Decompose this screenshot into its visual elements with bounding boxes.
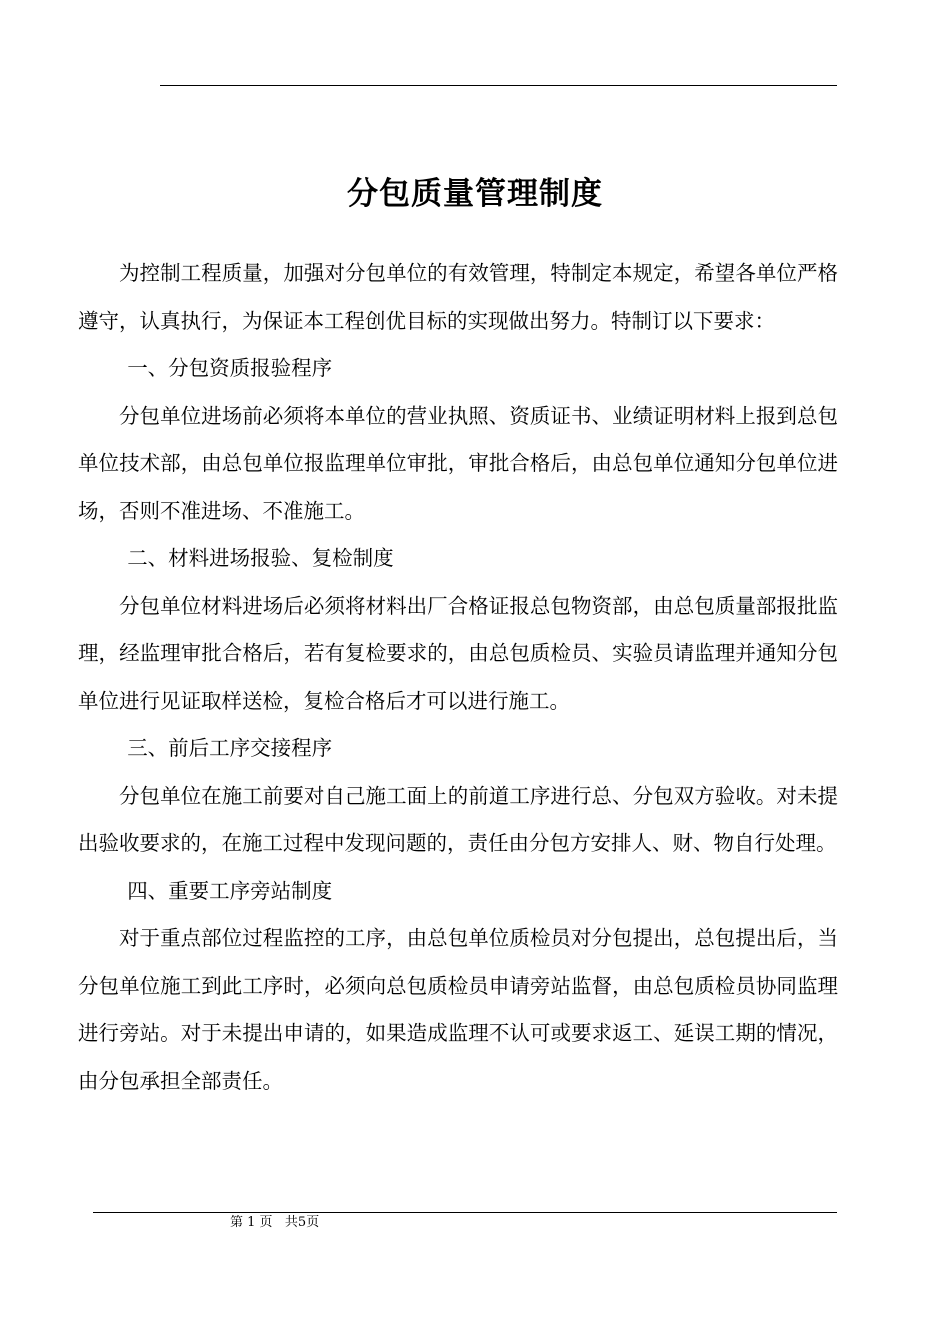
section-heading-1: 一、分包资质报验程序 xyxy=(127,356,333,380)
section-paragraph-4: 对于重点部位过程监控的工序，由总包单位质检员对分包提出，总包提出后，当分包单位施工到此工序时，必须向总包质检员申请旁站监督，由总包质检员协同监理进行旁站。对于未提出申请的，如果造成监理不认可或要求返工、延误工期的情况，由分包承担全部责任。 xyxy=(78,926,838,1093)
page-number: 第 1 页 共5页 xyxy=(230,1215,320,1230)
section-paragraph-2: 分包单位材料进场后必须将材料出厂合格证报总包物资部，由总包质量部报批监理，经监理审批合格后，若有复检要求的，由总包质检员、实验员请监理并通知分包单位进行见证取样送检，复检合格后才可以进行施工。 xyxy=(78,593,838,713)
section-paragraph-3: 分包单位在施工前要对自己施工面上的前道工序进行总、分包双方验收。对未提出验收要求的，在施工过程中发现问题的，责任由分包方安排人、财、物自行处理。 xyxy=(78,783,838,855)
document-body xyxy=(78,250,838,1105)
section-heading-4: 四、重要工序旁站制度 xyxy=(127,878,333,903)
section-paragraph-1: 分包单位进场前必须将本单位的营业执照、资质证书、业绩证明材料上报到总包单位技术部，由总包单位报监理单位审批，审批合格后，由总包单位通知分包单位进场，否则不准进场、不准施工。 xyxy=(78,403,838,523)
section-heading-3: 三、前后工序交接程序 xyxy=(127,736,333,760)
footer-rule xyxy=(93,1212,837,1213)
header-rule xyxy=(160,85,837,86)
document-title: 分包质量管理制度 xyxy=(347,176,603,212)
intro-paragraph: 为控制工程质量，加强对分包单位的有效管理，特制定本规定，希望各单位严格遵守，认真执行，为保证本工程创优目标的实现做出努力。特制订以下要求： xyxy=(78,261,838,333)
section-heading-2: 二、材料进场报验、复检制度 xyxy=(127,546,394,570)
